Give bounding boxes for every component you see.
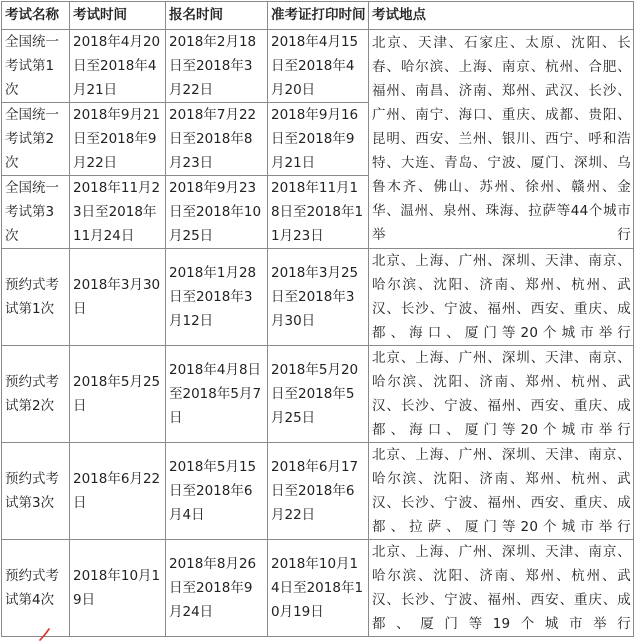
exam-name-cell: 预约式考试第1次 <box>2 249 70 346</box>
table-header-row <box>2 2 634 30</box>
exam-schedule-table <box>1 1 634 637</box>
header-admission-print-time: 准考证打印时间 <box>268 2 369 30</box>
registration-cell: 2018年8月26日至2018年9月24日 <box>166 540 268 637</box>
exam-time-cell: 2018年3月30日 <box>70 249 166 346</box>
header-exam-name: 考试名称 <box>2 2 70 30</box>
location-cell: 北京、上海、广州、深圳、天津、南京、哈尔滨、沈阳、济南、郑州、杭州、武汉、长沙、宁波、福州、西安、重庆、成都、拉萨、厦门等20个城市举行 <box>369 443 634 540</box>
admission-print-cell: 2018年4月15日至2018年4月20日 <box>268 30 369 103</box>
exam-time-cell: 2018年6月22日 <box>70 443 166 540</box>
registration-cell: 2018年4月8日至2018年5月7日 <box>166 346 268 443</box>
header-exam-location: 考试地点 <box>369 2 634 30</box>
admission-print-cell: 2018年11月18日至2018年11月23日 <box>268 176 369 249</box>
admission-print-cell: 2018年10月14日至2018年10月19日 <box>268 540 369 637</box>
admission-print-cell: 2018年6月17日至2018年6月22日 <box>268 443 369 540</box>
location-cell: 北京、上海、广州、深圳、天津、南京、哈尔滨、沈阳、济南、郑州、杭州、武汉、长沙、宁波、福州、西安、重庆、成都、海口、厦门等20个城市举行 <box>369 249 634 346</box>
registration-cell: 2018年5月15日至2018年6月4日 <box>166 443 268 540</box>
registration-cell: 2018年2月18日至2018年3月22日 <box>166 30 268 103</box>
registration-cell: 2018年9月23日至2018年10月25日 <box>166 176 268 249</box>
location-cell: 北京、上海、广州、深圳、天津、南京、哈尔滨、沈阳、济南、郑州、杭州、武汉、长沙、宁波、福州、西安、重庆、成都、厦门等19个城市举行 <box>369 540 634 637</box>
admission-print-cell: 2018年5月20日至2018年5月25日 <box>268 346 369 443</box>
exam-time-cell: 2018年11月23日至2018年11月24日 <box>70 176 166 249</box>
header-exam-time: 考试时间 <box>70 2 166 30</box>
admission-print-cell: 2018年9月16日至2018年9月21日 <box>268 103 369 176</box>
exam-name-cell: 预约式考试第3次 <box>2 443 70 540</box>
registration-cell: 2018年1月28日至2018年3月12日 <box>166 249 268 346</box>
admission-print-cell: 2018年3月25日至2018年3月30日 <box>268 249 369 346</box>
table-row <box>2 443 634 540</box>
red-annotation-mark <box>38 628 52 641</box>
exam-time-cell: 2018年10月19日 <box>70 540 166 637</box>
exam-name-cell: 全国统一考试第3次 <box>2 176 70 249</box>
table-row <box>2 249 634 346</box>
national-location-cell: 北京、天津、石家庄、太原、沈阳、长春、哈尔滨、上海、南京、杭州、合肥、福州、南昌、济南、郑州、武汉、长沙、广州、南宁、海口、重庆、成都、贵阳、昆明、西安、兰州、银川、西宁、呼和浩特、大连、青岛、宁波、厦门、深圳、乌鲁木齐、佛山、苏州、徐州、赣州、金华、温州、泉州、珠海、拉萨等44个城市举行 <box>369 30 634 249</box>
exam-name-cell: 预约式考试第2次 <box>2 346 70 443</box>
registration-cell: 2018年7月22日至2018年8月23日 <box>166 103 268 176</box>
location-cell: 北京、上海、广州、深圳、天津、南京、哈尔滨、沈阳、济南、郑州、杭州、武汉、长沙、宁波、福州、西安、重庆、成都、海口、厦门等20个城市举行 <box>369 346 634 443</box>
table-row <box>2 540 634 637</box>
exam-name-cell: 全国统一考试第1次 <box>2 30 70 103</box>
table-row <box>2 346 634 443</box>
exam-name-cell: 全国统一考试第2次 <box>2 103 70 176</box>
exam-name-cell: 预约式考试第4次 <box>2 540 70 637</box>
table-row <box>2 30 634 103</box>
exam-time-cell: 2018年4月20日至2018年4月21日 <box>70 30 166 103</box>
exam-time-cell: 2018年5月25日 <box>70 346 166 443</box>
header-registration-time: 报名时间 <box>166 2 268 30</box>
exam-time-cell: 2018年9月21日至2018年9月22日 <box>70 103 166 176</box>
